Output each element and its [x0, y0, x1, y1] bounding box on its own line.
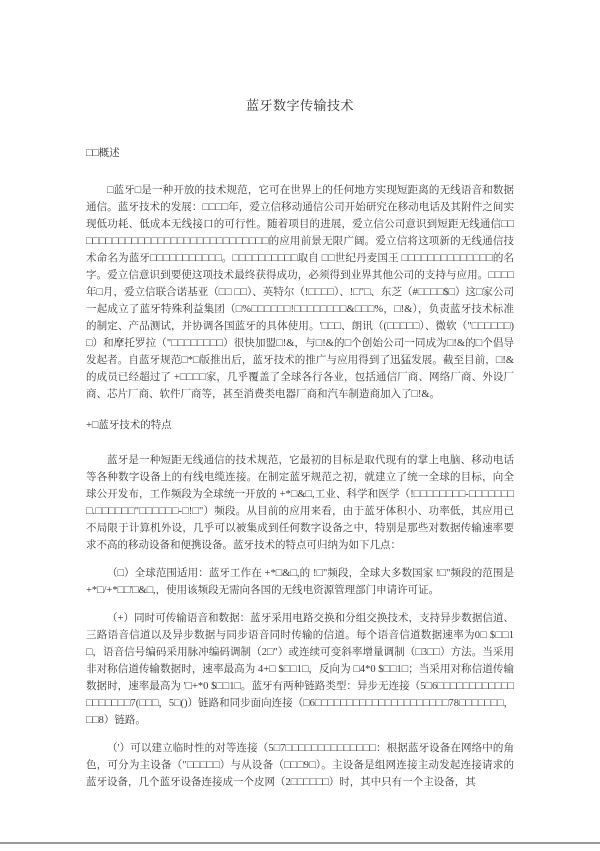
paragraph-features-intro: 蓝牙是一种短距无线通信的技术规范，它最初的目标是取代现有的掌上电脑、移动电话等各种数字设备上的有线电缆连接。在制定蓝牙规范之初，就建立了统一全球的目标，向全球公开发布，工作频段为全球统一开放的 +*□&□,工业、科学和医学（!□□□□□□□□-□□□□□□□□.□□□□□□"□□□□□□-□!□"）频段。从目前的应用来看，由于蓝牙体积小、功率低，其应用已不局限于计算机外设，几乎可以被集成到任何数字设备之中，特别是那些对数据传输速率要求不高的移动设备和便携设备。蓝牙技术的特点可归纳为如下几点： [86, 455, 514, 551]
paragraph-overview: □蓝牙□是一种开放的技术规范，它可在世界上的任何地方实现短距离的无线语音和数据通信。蓝牙技术的发展：□□□□年，爱立信移动通信公司开始研究在移动电话及其附件之间实现低功耗、低成本无线接口的可行性。随着项目的进展，爱立信公司意识到短距无线通信□□□□□□□□□□□□□□□□□□□□□□□□□□□□□□的应用前景无限广阔。爱立信将这项新的无线通信技术命名为蓝牙□□□□□□□□□□□。□□□□□□□□□□取自 □□世纪丹麦国王 □□□□□□□□□□□□□□的名字。爱立信意识到要使这项技术最终获得成功，必须得到业界其他公司的支持与应用。□□□□年□月，爱立信联合诺基亚（□□ □□）、英特尔（!□□□□）、!□"□、东芝（#□□□□$□）这□家公司一起成立了蓝牙特殊利益集团（□%□□□□□□!□□□□□□□□&□□□%，□!&），负责蓝牙技术标准的制定、产品测试，并协调各国蓝牙的具体使用。'□□□、朗讯（(□□□□□）、微软（"□□□□□□)□）和摩托罗拉（"□□□□□□□□）很快加盟□!&，与□!&的□个创始公司一同成为□!&的□个倡导发起者。自蓝牙规范□*□版推出后，蓝牙技术的推广与应用得到了迅猛发展。截至目前，□!&的成员已经超过了 +□□□□家，几乎覆盖了全球各行各业，包括通信厂商、网络厂商、外设厂商、芯片厂商、软件厂商等，甚至消费类电器厂商和汽车制造商加入了□!&。 [86, 185, 514, 400]
section-heading-overview: □□概述 [86, 148, 120, 159]
paragraph-feature-adhoc-connection: （'）可以建立临时性的对等连接（5□7□□□□□□□□□□□□□□：根据蓝牙设备在网络中的角色，可分为主设备（"□□□□□）与从设备（□□□9□）。主设备是组网连接主动发起连接请求的蓝牙设备，几个蓝牙设备连接成一个皮网（2□□□□□□）时，其中只有一个主设备，其 [86, 743, 514, 788]
page-boundary-line [0, 842, 600, 844]
document-content [86, 0, 514, 791]
document-title: 蓝牙数字传输技术 [245, 98, 354, 113]
section-heading-features: +□蓝牙技术的特点 [86, 420, 172, 431]
paragraph-feature-global-band: （□）全球范围适用：蓝牙工作在 +*□&□,的 !□"频段，全球大多数国家 !□"频段的范围是 +*□/+*□□'□&□,，使用该频段无需向各国的无线电资源管理部门申请许可证。 [86, 568, 514, 596]
paragraph-feature-voice-data: （+）同时可传输语音和数据：蓝牙采用电路交换和分组交换技术，支持异步数据信道、三路语音信道以及异步数据与同步语音同时传输的信道。每个语音信道数据速率为0□ $□□1□，语音信号编码采用脉冲编码调制（2□"）或连续可变斜率增量调制（□3□□）方法。当采用非对称信道传输数据时，速率最高为 4+□ $□□1□，反向为 □4*0 $□□1□；当采用对称信道传输数据时，速率最高为 '□+*0 $□□1□。蓝牙有两种链路类型：异步无连接（5□6□□□□□□□□□□□□□□□□□□□7(□□□，5□()）链路和同步面向连接（□6□□□□□□□□□□□□□□□□□□□□□78□□□□□□□，□□8）链路。 [86, 613, 514, 726]
